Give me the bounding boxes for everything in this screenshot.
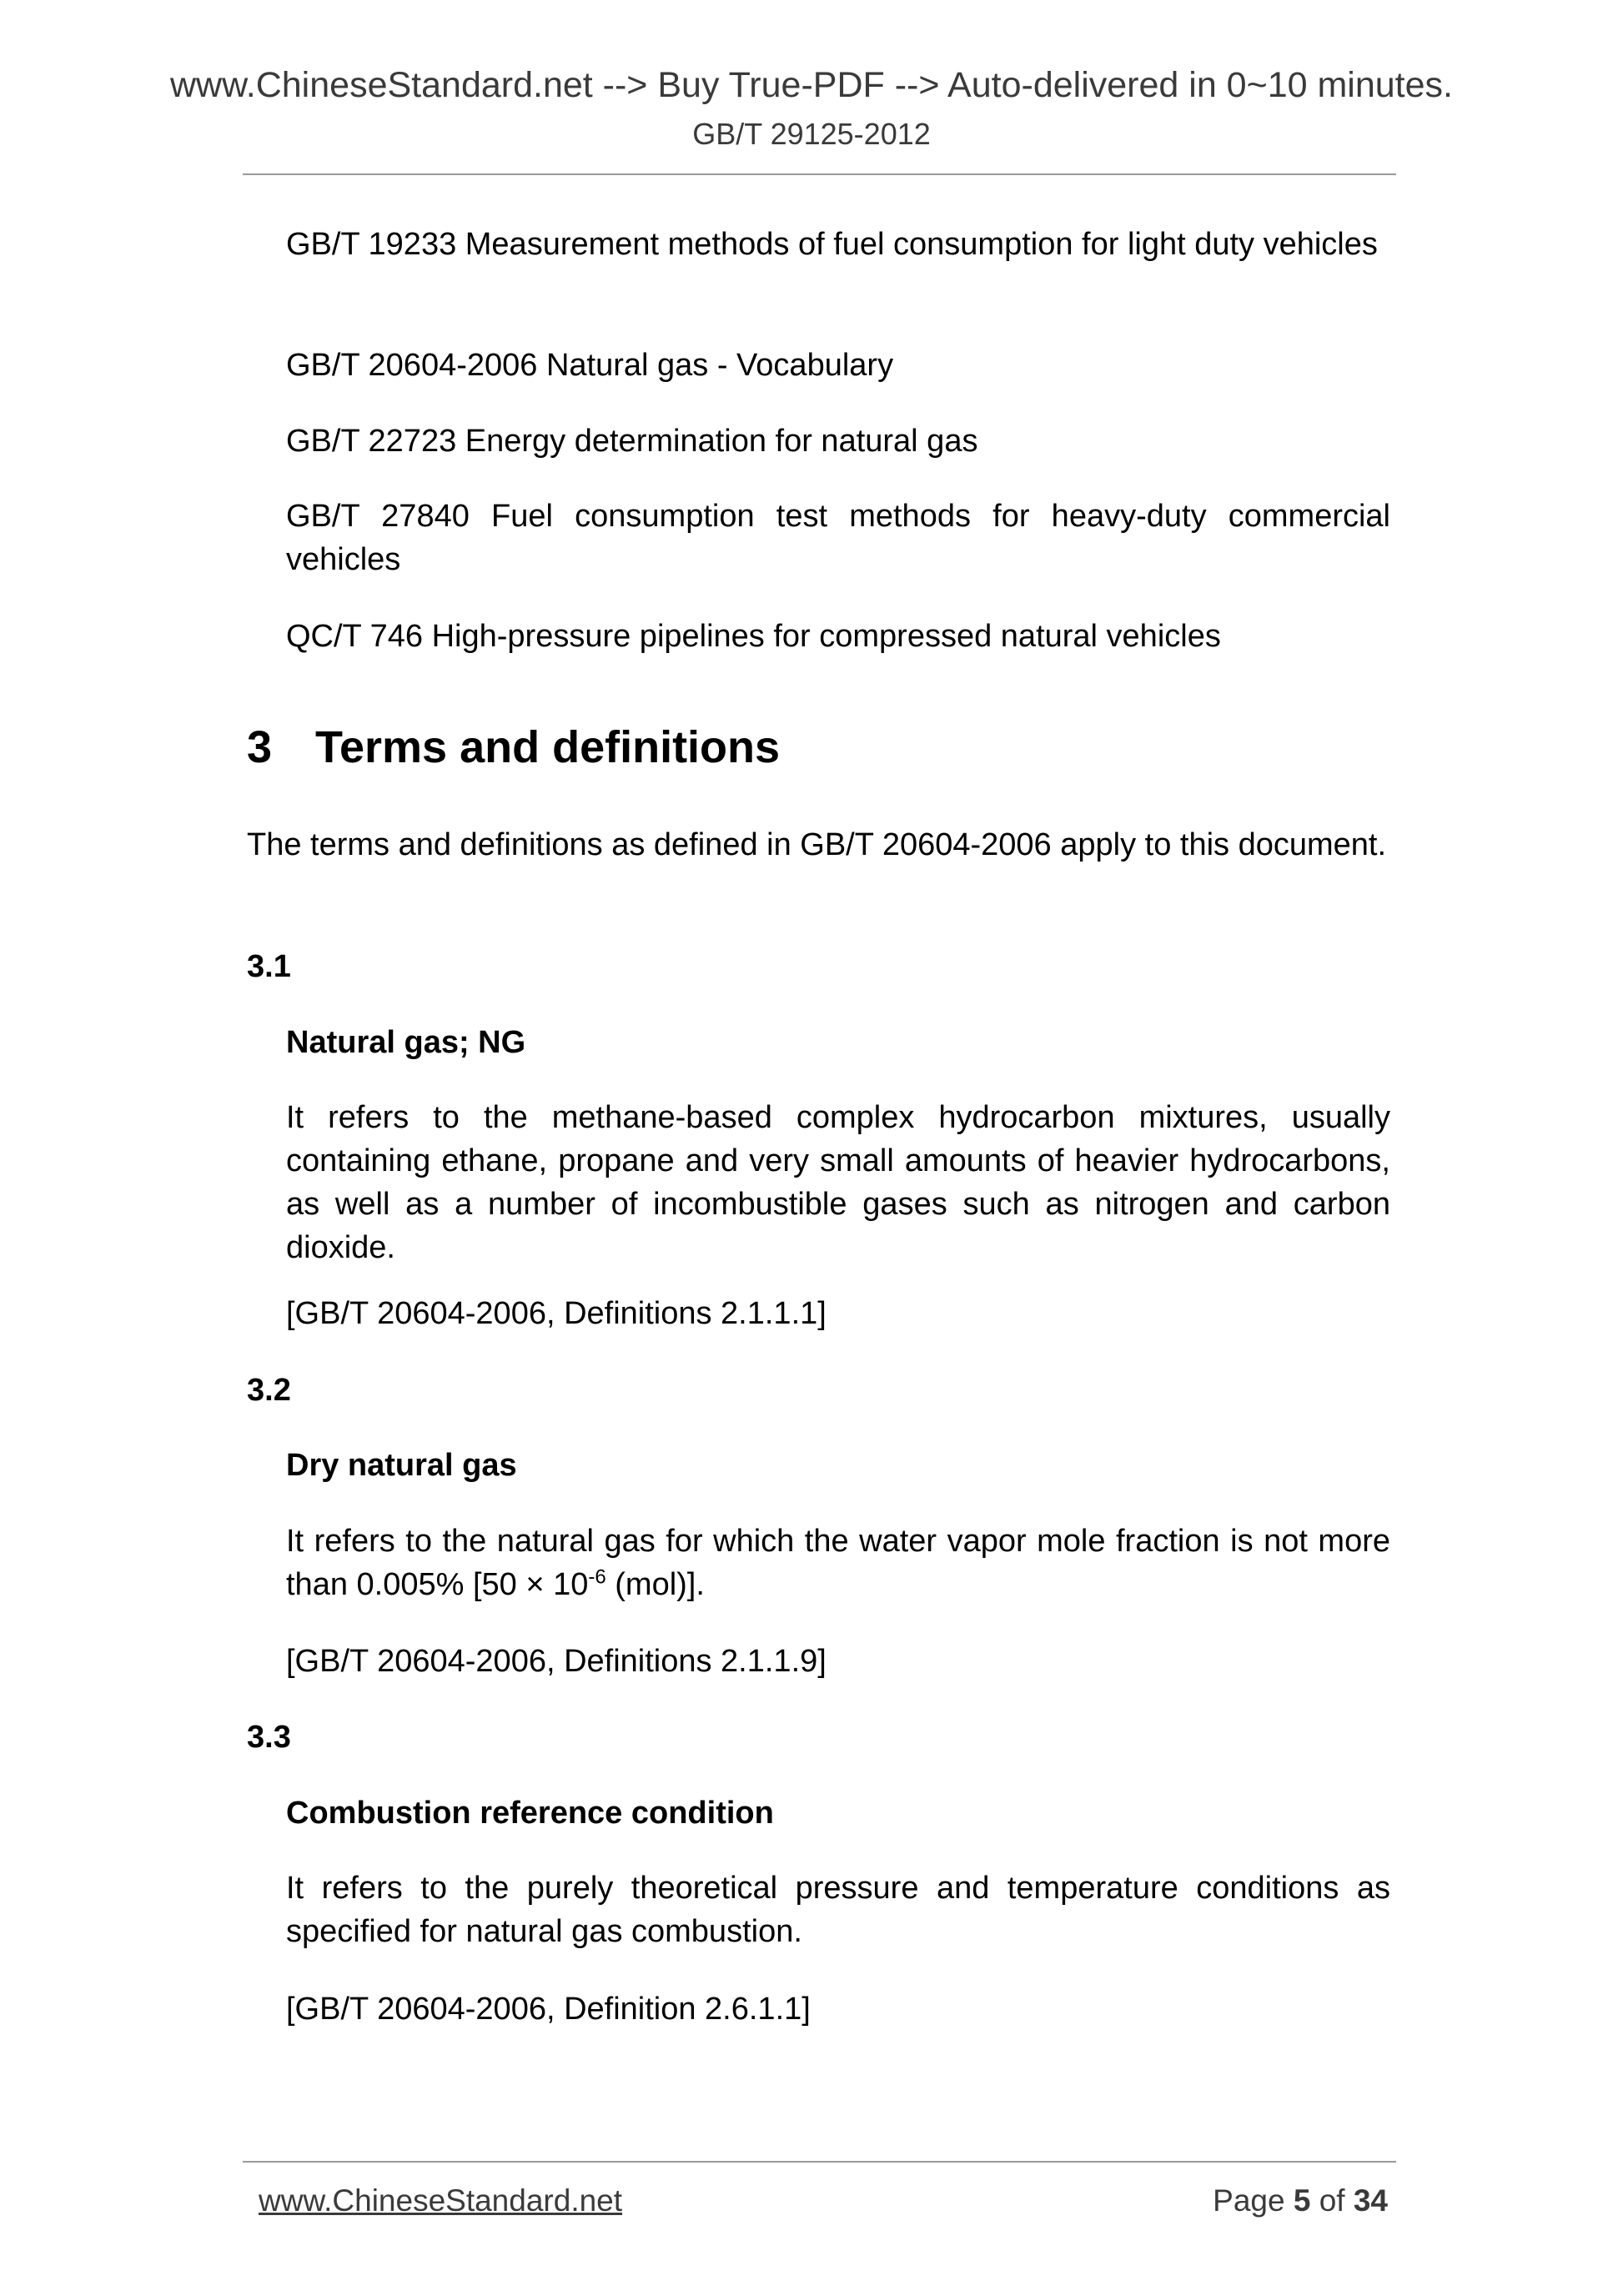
term-name: Combustion reference condition — [286, 1796, 774, 1831]
reference-item: GB/T 27840 Fuel consumption test methods for heavy-duty commercial vehicles — [286, 499, 1390, 577]
standard-code: GB/T 29125-2012 — [692, 117, 931, 151]
term-name: Natural gas; NG — [286, 1025, 526, 1060]
term-name: Dry natural gas — [286, 1448, 517, 1483]
reference-item: GB/T 20604-2006 Natural gas - Vocabulary — [286, 348, 894, 383]
definition-text-end: (mol)]. — [605, 1567, 705, 1602]
term-source: [GB/T 20604-2006, Definitions 2.1.1.9] — [286, 1644, 827, 1679]
section-heading — [247, 721, 780, 773]
term-number: 3.1 — [247, 949, 291, 984]
page-current: 5 — [1293, 2183, 1311, 2218]
term-definition: It refers to the methane-based complex hydrocarbon mixtures, usually containing ethane, propane and very small amounts of heavier hydrocarbons, as well as a number of incombustible gases such as nitrogen and carbon dioxide. — [286, 1100, 1390, 1265]
page-indicator — [1213, 2183, 1388, 2218]
page-total: 34 — [1353, 2183, 1388, 2218]
section-intro: The terms and definitions as defined in GB/T 20604-2006 apply to this document. — [247, 827, 1387, 862]
term-source: [GB/T 20604-2006, Definitions 2.1.1.1] — [286, 1296, 827, 1331]
term-definition: It refers to the purely theoretical pressure and temperature conditions as specified for natural gas combustion. — [286, 1871, 1390, 1949]
footer-site-link[interactable]: www.ChineseStandard.net — [259, 2183, 623, 2218]
section-title: Terms and definitions — [315, 722, 781, 772]
exponent: -6 — [588, 1565, 606, 1589]
definition-text: It refers to the natural gas for which the water vapor mole fraction is not more than 0.005% [50 × 10 — [286, 1524, 1390, 1602]
term-definition — [286, 1520, 1390, 1606]
section-number: 3 — [247, 722, 273, 772]
term-source: [GB/T 20604-2006, Definition 2.6.1.1] — [286, 1992, 811, 2027]
reference-item: GB/T 22723 Energy determination for natural gas — [286, 424, 978, 459]
page-label: Page — [1213, 2183, 1285, 2218]
header-banner: www.ChineseStandard.net --> Buy True-PDF --> Auto-delivered in 0~10 minutes. — [169, 65, 1453, 105]
page-of: of — [1319, 2183, 1345, 2218]
term-number: 3.3 — [247, 1720, 291, 1755]
footer-divider — [243, 2161, 1396, 2163]
reference-item: QC/T 746 High-pressure pipelines for compressed natural vehicles — [286, 619, 1221, 654]
reference-item: GB/T 19233 Measurement methods of fuel consumption for light duty vehicles — [286, 227, 1378, 262]
term-number: 3.2 — [247, 1373, 291, 1408]
header-divider — [243, 173, 1396, 175]
